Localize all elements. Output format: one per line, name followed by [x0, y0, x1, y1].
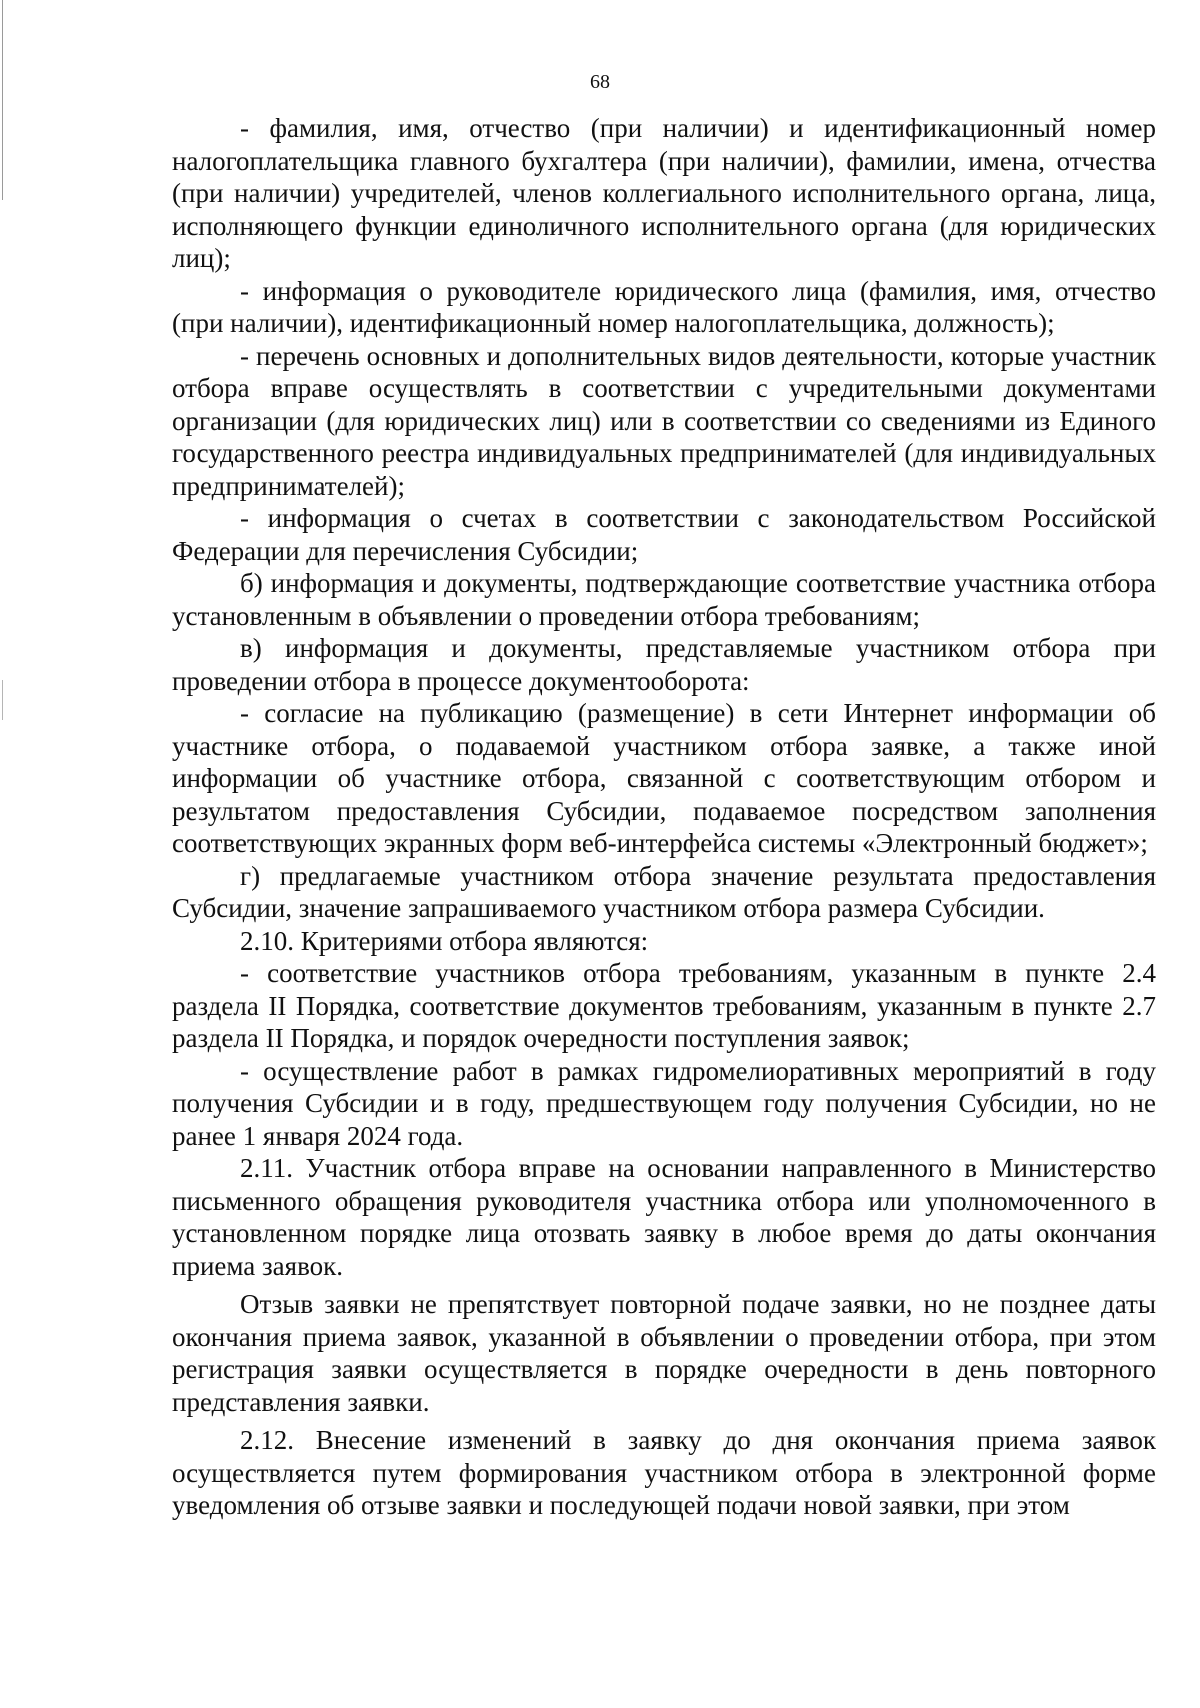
paragraph-criteria-works: - осуществление работ в рамках гидромелиоративных мероприятий в году получения Субсидии и в году, предшествующем году получения Субсидии, но не ранее 1 января 2024 года.: [172, 1055, 1156, 1151]
paragraph-accounts-info: - информация о счетах в соответствии с законодательством Российской Федерации для перечисления Субсидии;: [172, 503, 1156, 566]
document-body: [172, 112, 1156, 1522]
paragraph-withdrawal: Отзыв заявки не препятствует повторной подаче заявки, но не позднее даты окончания приема заявок, указанной в объявлении о проведении отбора, при этом регистрация заявки осуществляется в порядке очередности в день повторного представления заявки.: [172, 1289, 1156, 1417]
page-number: 68: [590, 71, 610, 93]
scan-edge-line: [2, 0, 3, 200]
paragraph-manager-info: - информация о руководителе юридического лица (фамилия, имя, отчество (при наличии), идентификационный номер налогоплательщика, должность);: [172, 275, 1156, 338]
paragraph-accountant-info: - фамилия, имя, отчество (при наличии) и идентификационный номер налогоплательщика главного бухгалтера (при наличии), фамилии, имена, отчества (при наличии) учредителей, членов коллегиального исполнительного органа, лица, исполняющего функции единоличного исполнительного органа (для юридических лиц);: [172, 113, 1156, 273]
paragraph-publication-consent: - согласие на публикацию (размещение) в сети Интернет информации об участнике отбора, о подаваемой участником отбора заявке, а также иной информации об участнике отбора, связанной с соответствующим отбором и результатом предоставления Субсидии, подаваемое посредством заполнения соответствующих экранных форм веб-интерфейса системы «Электронный бюджет»;: [172, 698, 1156, 858]
scan-edge-mark: [2, 680, 3, 720]
paragraph-item-b: б) информация и документы, подтверждающие соответствие участника отбора установленным в объявлении о проведении отбора требованиям;: [172, 568, 1156, 631]
paragraph-item-g: г) предлагаемые участником отбора значение результата предоставления Субсидии, значение запрашиваемого участником отбора размера Субсидии.: [172, 860, 1156, 923]
paragraph-criteria-compliance: - соответствие участников отбора требованиям, указанным в пункте 2.4 раздела II Порядка, соответствие документов требованиям, указанным в пункте 2.7 раздела II Порядка, и порядок очередности поступления заявок;: [172, 958, 1156, 1053]
paragraph-2-12: 2.12. Внесение изменений в заявку до дня окончания приема заявок осуществляется путем формирования участником отбора в электронной форме уведомления об отзыве заявки и последующей подачи новой заявки, при этом: [172, 1425, 1156, 1520]
paragraph-activity-list: - перечень основных и дополнительных видов деятельности, которые участник отбора вправе осуществлять в соответствии с учредительными документами организации (для юридических лиц) или в соответствии со сведениями из Единого государственного реестра индивидуальных предпринимателей (для индивидуальных предпринимателей);: [172, 340, 1156, 501]
paragraph-item-v: в) информация и документы, представляемые участником отбора при проведении отбора в процессе документооборота:: [172, 633, 1156, 696]
paragraph-2-11: 2.11. Участник отбора вправе на основании направленного в Министерство письменного обращения руководителя участника отбора или уполномоченного в установленном порядке лица отозвать заявку в любое время до даты окончания приема заявок.: [172, 1153, 1156, 1281]
paragraph-2-10-heading: 2.10. Критериями отбора являются:: [240, 925, 649, 956]
